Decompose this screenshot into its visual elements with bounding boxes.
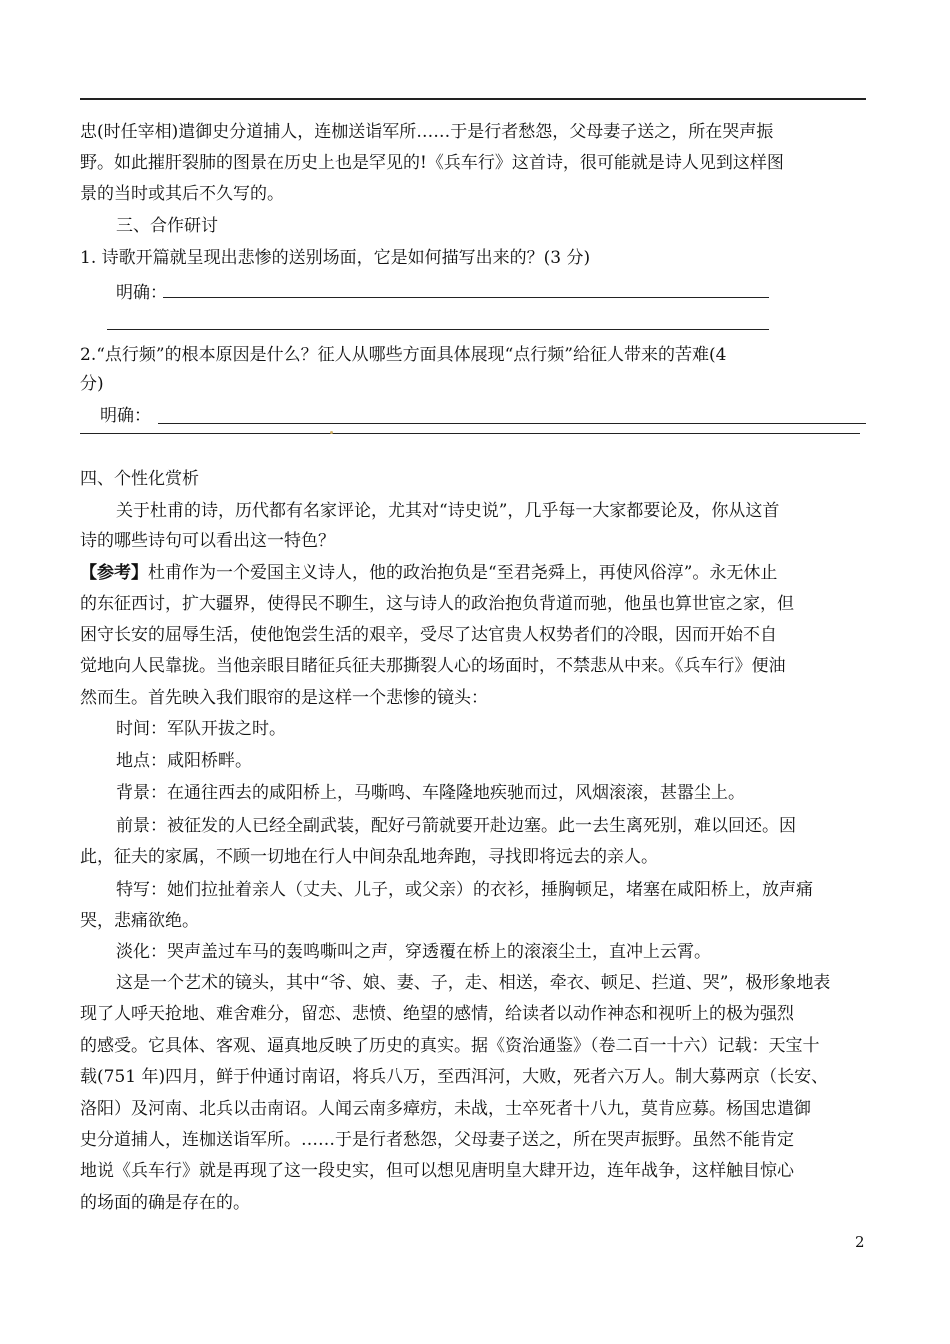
reference-line-1 xyxy=(80,561,870,585)
prompt-line-2: 诗的哪些诗句可以看出这一特色？ xyxy=(80,531,335,551)
reference-line-2: 的东征西讨，扩大疆界，使得民不聊生，这与诗人的政治抱负背道而驰，他虽也算世宦之家，但 xyxy=(80,594,794,614)
page-number: 2 xyxy=(855,1233,865,1251)
question-2-line-2: 分) xyxy=(80,374,104,394)
section3-heading: 三、合作研讨 xyxy=(116,216,218,236)
q1-answer-label: 明确： xyxy=(116,283,167,303)
q2-answer-blank-2[interactable] xyxy=(80,433,860,434)
q2-answer-blank-1[interactable] xyxy=(158,423,866,424)
scene-foreground-1: 前景：被征发的人已经全副武装，配好弓箭就要开赴边塞。此一去生离死别，难以回还。因 xyxy=(116,816,796,836)
section4-heading: 四、个性化赏析 xyxy=(80,469,199,489)
reference-line-3: 困守长安的屈辱生活，使他饱尝生活的艰辛，受尽了达官贵人权势者们的冷眼，因而开始不自 xyxy=(80,625,777,645)
conclusion-line-8: 的场面的确是存在的。 xyxy=(80,1193,250,1213)
conclusion-line-2: 现了人呼天抢地、难舍难分，留恋、悲愤、绝望的感情，给读者以动作神态和视听上的极为强烈 xyxy=(80,1004,794,1024)
scene-place: 地点：咸阳桥畔。 xyxy=(116,751,252,771)
question-2-line-1: 2.“点行频”的根本原因是什么？征人从哪些方面具体展现“点行频”给征人带来的苦难(4 xyxy=(80,345,727,365)
reference-line-4: 觉地向人民靠拢。当他亲眼目睹征兵征夫那撕裂人心的场面时，不禁悲从中来。《兵车行》便油 xyxy=(80,656,786,676)
reference-label: 【参考】 xyxy=(80,563,148,583)
question-1: 1. 诗歌开篇就呈现出悲惨的送别场面，它是如何描写出来的？(3 分) xyxy=(80,248,591,268)
conclusion-line-6: 史分道捕人，连枷送诣军所。……于是行者愁怨，父母妻子送之，所在哭声振野。虽然不能肯定 xyxy=(80,1130,794,1150)
scene-time: 时间：军队开拔之时。 xyxy=(116,719,286,739)
scan-speck xyxy=(330,431,333,434)
header-rule xyxy=(80,98,866,100)
q2-answer-label: 明确： xyxy=(100,406,151,426)
scene-background: 背景：在通往西去的咸阳桥上，马嘶鸣、车隆隆地疾驰而过，风烟滚滚，甚嚣尘上。 xyxy=(116,783,745,803)
prompt-line-1: 关于杜甫的诗，历代都有名家评论，尤其对“诗史说”，几乎每一大家都要论及，你从这首 xyxy=(116,501,780,521)
conclusion-line-3: 的感受。它具体、客观、逼真地反映了历史的真实。据《资治通鉴》（卷二百一十六）记载：天宝十 xyxy=(80,1036,820,1056)
reference-text-1: 杜甫作为一个爱国主义诗人，他的政治抱负是“至君尧舜上，再使风俗淳”。永无休止 xyxy=(148,563,778,583)
reference-line-5: 然而生。首先映入我们眼帘的是这样一个悲惨的镜头： xyxy=(80,688,488,708)
intro-line-3: 景的当时或其后不久写的。 xyxy=(80,184,284,204)
q1-answer-blank-2[interactable] xyxy=(107,329,769,330)
scene-closeup-1: 特写：她们拉扯着亲人（丈夫、儿子，或父亲）的衣衫，捶胸顿足，堵塞在咸阳桥上，放声痛 xyxy=(116,880,813,900)
conclusion-line-5: 洛阳）及河南、北兵以击南诏。人闻云南多瘴疠，未战，士卒死者十八九，莫肯应募。杨国忠遣御 xyxy=(80,1099,811,1119)
conclusion-line-4: 载(751 年)四月，鲜于仲通讨南诏，将兵八万，至西洱河，大败，死者六万人。制大募两京（长安、 xyxy=(80,1067,829,1087)
conclusion-line-7: 地说《兵车行》就是再现了这一段史实，但可以想见唐明皇大肆开边，连年战争，这样触目惊心 xyxy=(80,1161,794,1181)
q1-answer-blank-1[interactable] xyxy=(163,297,769,298)
intro-line-2: 野。如此摧肝裂肺的图景在历史上也是罕见的!《兵车行》这首诗，很可能就是诗人见到这样图 xyxy=(80,153,784,173)
conclusion-line-1: 这是一个艺术的镜头，其中“爷、娘、妻、子，走、相送，牵衣、顿足、拦道、哭”，极形象地表 xyxy=(116,973,831,993)
scene-closeup-2: 哭，悲痛欲绝。 xyxy=(80,911,199,931)
scene-foreground-2: 此，征夫的家属，不顾一切地在行人中间杂乱地奔跑，寻找即将远去的亲人。 xyxy=(80,847,658,867)
scene-fade: 淡化：哭声盖过车马的轰鸣嘶叫之声，穿透覆在桥上的滚滚尘土，直冲上云霄。 xyxy=(116,942,711,962)
intro-line-1: 忠(时任宰相)遣御史分道捕人，连枷送诣军所……于是行者愁怨，父母妻子送之，所在哭声振 xyxy=(80,122,774,142)
